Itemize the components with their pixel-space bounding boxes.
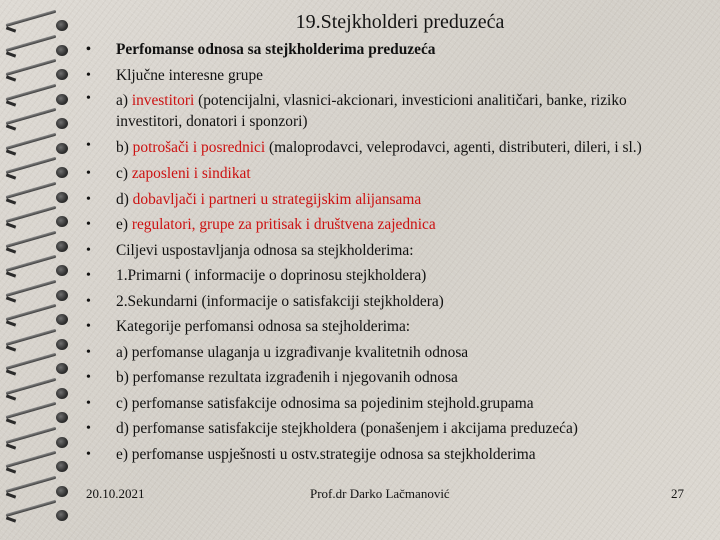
spiral-ring <box>6 361 76 375</box>
spiral-ring <box>6 43 76 57</box>
bullet-text: b) perfomanse rezultata izgrađenih i njegovanih odnosa <box>116 369 458 386</box>
list-item <box>86 263 686 289</box>
spiral-ring <box>6 116 76 130</box>
spiral-ring <box>6 67 76 81</box>
list-item <box>86 340 686 366</box>
bullet-prefix: a) <box>116 92 132 109</box>
footer-author: Prof.dr Darko Lačmanović <box>310 486 450 501</box>
bullet-highlight: regulatori, grupe za pritisak i društvena zajednica <box>131 216 436 233</box>
spiral-ring <box>6 459 76 473</box>
spiral-binding <box>0 0 80 540</box>
spiral-ring <box>6 165 76 179</box>
list-item <box>86 314 686 340</box>
bullet-rest: (maloprodavci, veleprodavci, agenti, distributeri, dileri, i sl.) <box>265 139 642 156</box>
list-item <box>86 289 686 315</box>
bullet-list <box>86 37 686 467</box>
bullet-text: 2.Sekundarni (informacije o satisfakciji stejkholdera) <box>116 292 444 310</box>
bullet-text: Perfomanse odnosa sa stejkholderima preduzeća <box>116 41 436 58</box>
bullet-text: Kategorije perfomansi odnosa sa stejholderima: <box>116 318 411 335</box>
list-item <box>86 37 686 63</box>
list-item <box>86 88 686 135</box>
spiral-ring <box>6 214 76 228</box>
spiral-ring <box>6 508 76 522</box>
spiral-ring <box>6 386 76 400</box>
list-item <box>86 135 686 161</box>
list-item <box>86 161 686 187</box>
slide-title: 19.Stejkholderi preduzeća <box>295 11 505 33</box>
page-number: 27 <box>671 486 684 501</box>
bullet-prefix: d) <box>116 190 133 208</box>
bullet-rest: (potencijalni, vlasnici-akcionari, investicioni analitičari, banke, riziko investitori, donatori i sponzori) <box>116 92 627 130</box>
spiral-ring <box>6 312 76 326</box>
spiral-ring <box>6 92 76 106</box>
bullet-prefix: e) <box>116 216 132 233</box>
spiral-ring <box>6 141 76 155</box>
spiral-ring <box>6 190 76 204</box>
spiral-ring <box>6 239 76 253</box>
list-item <box>86 416 686 442</box>
list-item <box>86 238 686 264</box>
bullet-highlight: dobavljači i partneri u strategijskim alijansama <box>132 190 422 208</box>
list-item <box>86 187 686 213</box>
spiral-ring <box>6 263 76 277</box>
bullet-highlight: investitori <box>131 92 195 109</box>
list-item <box>86 212 686 238</box>
bullet-text: Ciljevi uspostavljanja odnosa sa stejkholderima: <box>116 241 414 259</box>
bullet-highlight: potrošači i posrednici <box>132 139 266 156</box>
footer-date: 20.10.2021 <box>86 486 145 501</box>
bullet-highlight: zaposleni i sindikat <box>131 165 251 182</box>
spiral-ring <box>6 484 76 498</box>
bullet-prefix: b) <box>116 139 133 156</box>
bullet-text: 1.Primarni ( informacije o doprinosu stejkholdera) <box>116 267 427 284</box>
list-item <box>86 442 686 468</box>
bullet-text: c) perfomanse satisfakcije odnosima sa pojedinim stejhold.grupama <box>116 394 534 412</box>
spiral-ring <box>6 288 76 302</box>
spiral-ring <box>6 18 76 32</box>
spiral-ring <box>6 435 76 449</box>
list-item <box>86 391 686 417</box>
bullet-prefix: c) <box>116 165 132 182</box>
spiral-ring <box>6 410 76 424</box>
bullet-text: Ključne interesne grupe <box>116 66 264 84</box>
bullet-text: e) perfomanse uspješnosti u ostv.strategije odnosa sa stejkholderima <box>116 445 536 463</box>
list-item <box>86 63 686 89</box>
bullet-text: a) perfomanse ulaganja u izgrađivanje kvalitetnih odnosa <box>116 343 469 361</box>
list-item <box>86 365 686 391</box>
bullet-text: d) perfomanse satisfakcije stejkholdera (ponašenjem i akcijama preduzeća) <box>116 420 578 437</box>
spiral-ring <box>6 337 76 351</box>
